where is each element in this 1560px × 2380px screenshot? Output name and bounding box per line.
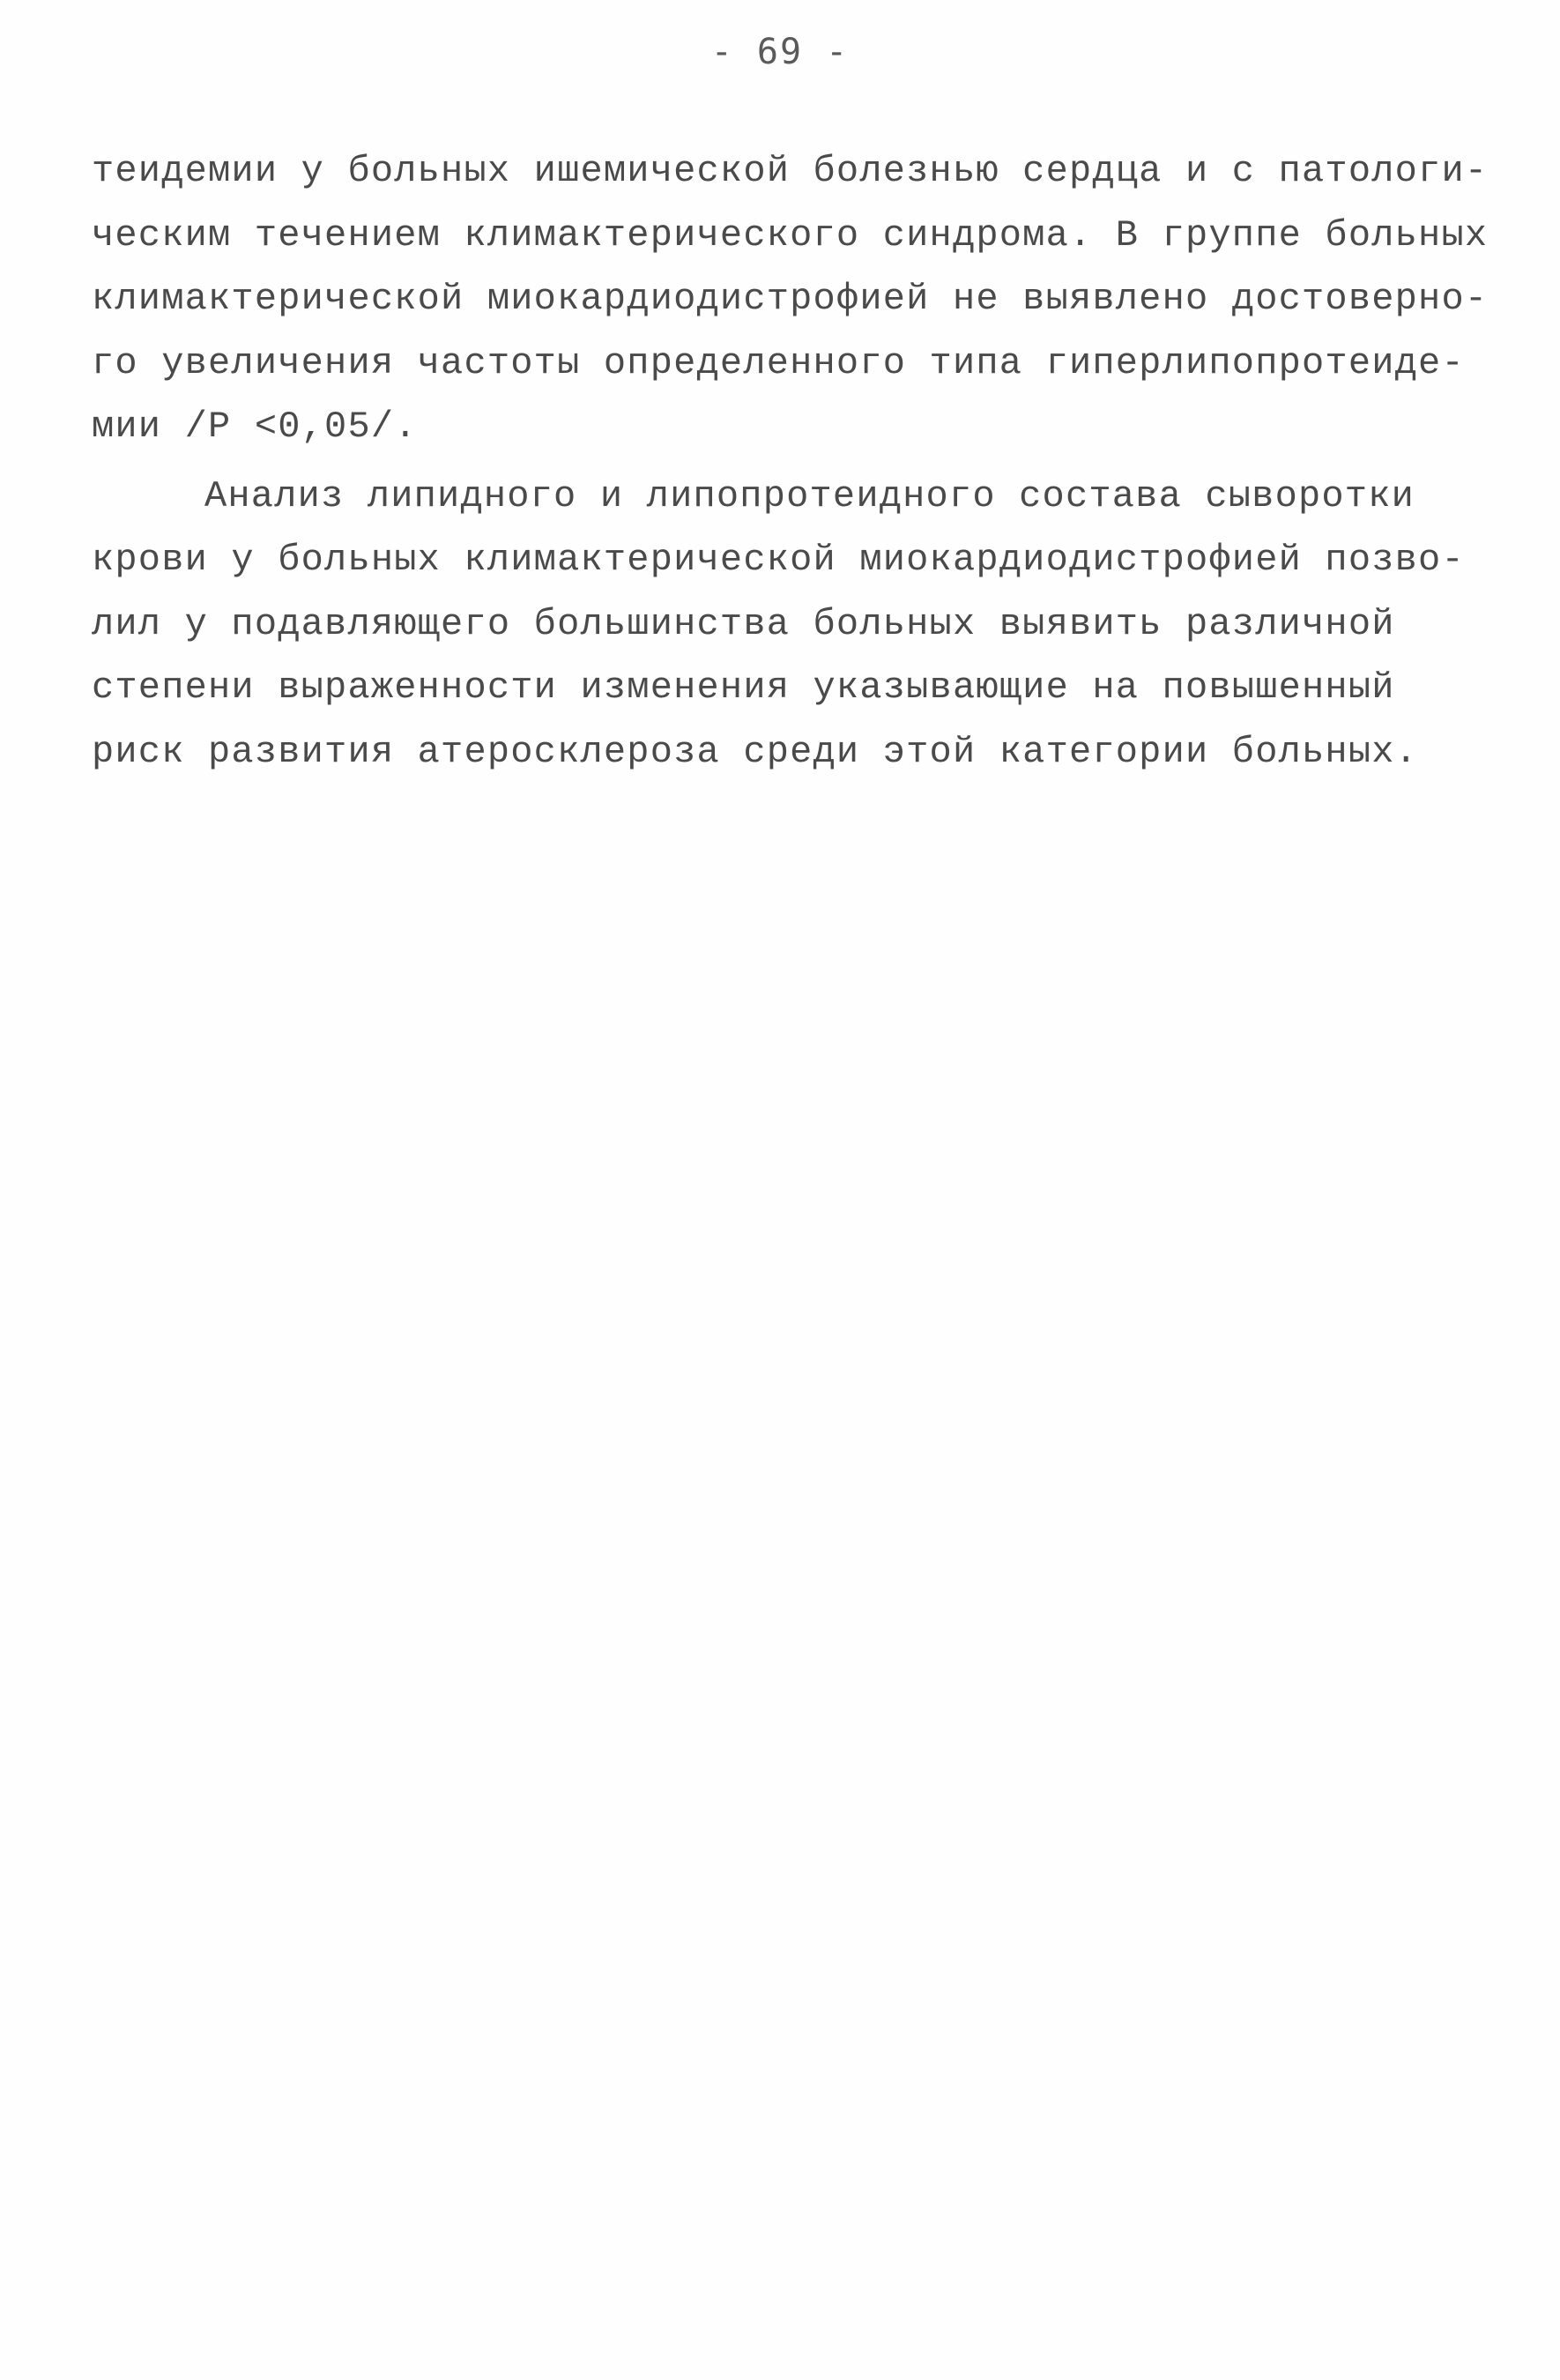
text-line: теидемии у больных ишемической болезнью сердца и с патологи- bbox=[92, 150, 1489, 192]
text-line: Анализ липидного и липопротеидного состава сыворотки bbox=[204, 474, 1415, 517]
text-line: ческим течением климактерического синдрома. В группе больных bbox=[92, 213, 1489, 257]
paragraph-1 bbox=[92, 139, 1489, 459]
text-line: крови у больных климактерической миокардиодистрофией позво- bbox=[92, 539, 1465, 581]
text-line: степени выраженности изменения указывающие на повышенный bbox=[92, 666, 1395, 709]
text-line: климактерической миокардиодистрофией не выявлено достоверно- bbox=[92, 278, 1489, 320]
text-line: риск развития атеросклероза среди этой категории больных. bbox=[92, 730, 1419, 773]
paragraph-2 bbox=[92, 465, 1484, 785]
body-text bbox=[92, 139, 1489, 784]
page-number: - 69 - bbox=[710, 32, 850, 72]
text-line: мии /Р <0,05/. bbox=[92, 405, 418, 448]
text-line: го увеличения частоты определенного типа гиперлипопротеиде- bbox=[92, 341, 1465, 384]
text-line: лил у подавляющего большинства больных выявить различной bbox=[92, 602, 1395, 645]
